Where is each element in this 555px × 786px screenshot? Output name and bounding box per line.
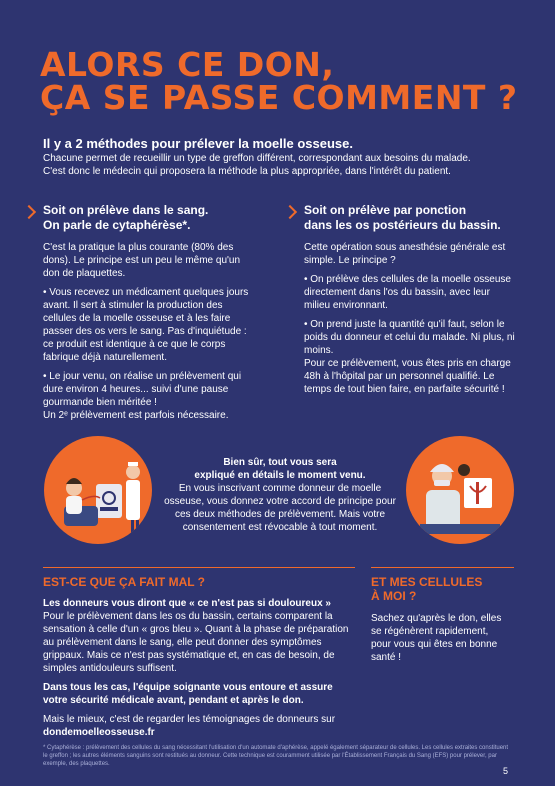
intro-line-1: Chacune permet de recueillir un type de greffon différent, correspondant aux besoins du malade.	[43, 153, 471, 164]
pain-bold-2: Dans tous les cas, l'équipe soignante vous entoure et assure votre sécurité médicale avant, pendant et après le don.	[43, 682, 333, 706]
method1-heading-line-2: On parle de cytaphérèse*.	[43, 218, 191, 232]
website-link[interactable]: dondemoelleosseuse.fr	[43, 727, 155, 738]
method2-heading	[304, 203, 534, 233]
divider-line	[371, 567, 514, 568]
cytapheresis-illustration	[44, 436, 152, 544]
pain-bold-1: Les donneurs vous diront que « ce n'est pas si douloureux »	[43, 598, 331, 609]
pain-section-title: EST-CE QUE ÇA FAIT MAL ?	[43, 575, 206, 589]
cells-section-body: Sachez qu'après le don, elles se régénèrent rapidement, pour vous qui êtes en bonne santé !	[371, 613, 502, 663]
method2-heading-line-1: Soit on prélève par ponction	[304, 203, 467, 217]
method1-paragraph: • Vous recevez un médicament quelques jours avant. Il sert à stimuler la production des cellules de la moelle osseuse et à les faire passer des os vers le sang. Pas d'inquiétude : ce produit est identique à ce que le corps fabrique déjà naturellement.	[43, 287, 249, 363]
bone-marrow-illustration	[406, 436, 514, 544]
method2-heading-line-2: dans les os postérieurs du bassin.	[304, 218, 501, 232]
explanation-bold-2: expliqué en détails le moment venu.	[194, 470, 366, 481]
method1-heading-line-1: Soit on prélève dans le sang.	[43, 203, 209, 217]
pain-text-2: Mais le mieux, c'est de regarder les témoignages de donneurs sur dondemoelleosseuse.fr	[43, 714, 336, 738]
method1-paragraph: Un 2ᵉ prélèvement est parfois nécessaire.	[43, 410, 229, 421]
method2-paragraph: Cette opération sous anesthésie générale est simple. Le principe ?	[304, 242, 506, 266]
method2-paragraph: Pour ce prélèvement, vous êtes pris en charge 48h à l'hôpital par un personnel qualifié. Le temps de tout bien faire, en parfaite sécurité !	[304, 358, 511, 395]
intro-text	[43, 152, 523, 178]
explanation-block	[160, 456, 400, 534]
chevron-right-icon	[283, 205, 297, 219]
method2-paragraph: • On prélève des cellules de la moelle osseuse directement dans l'os du bassin, avec leur milieu environnant.	[304, 274, 511, 311]
surgeon-xray-illustration	[406, 436, 514, 544]
title-line-1: ALORS CE DON,	[40, 45, 335, 84]
method1-text	[43, 241, 255, 428]
pain-text-1: Pour le prélèvement dans les os du bassin, certains comparent la sensation à celle d'un « gros bleu ». Quant à la phase de préparation au prélèvement dans le sang, elle peut donner des symptômes grippaux. Mais ce n'est pas systématique et, en cas de besoin, de simples antidouleurs suffisent.	[43, 611, 349, 674]
pain-section-body	[43, 597, 355, 739]
intro-heading: Il y a 2 méthodes pour prélever la moelle osseuse.	[43, 136, 353, 151]
cells-title-line-2: À MOI ?	[371, 589, 417, 603]
intro-line-2: C'est donc le médecin qui proposera la méthode la plus appropriée, dans l'intérêt du patient.	[43, 166, 451, 177]
explanation-text: En vous inscrivant comme donneur de moelle osseuse, vous donnez votre accord de principe pour ces deux méthodes de prélèvement. Mais votre consentement est révocable à tout moment.	[164, 483, 396, 533]
donor-machine-illustration	[44, 436, 152, 544]
page-number: 5	[503, 766, 509, 776]
title-line-2: ÇA SE PASSE COMMENT ?	[40, 78, 518, 117]
chevron-right-icon	[22, 205, 36, 219]
method1-heading	[43, 203, 258, 233]
footnote: * Cytaphérèse : prélèvement des cellules du sang nécessitant l'utilisation d'un automate d'aphérèse, appelé également séparateur de cellules. Les cellules extraites constituent le greffon ; les autres éléments sanguins sont restitués au donneur. Cette technique est couramment utilisée par l'Établissement Français du Sang (EFS) pour prélever, par exemple, des plaquettes.	[43, 745, 509, 767]
method1-paragraph: • Le jour venu, on réalise un prélèvement qui dure environ 4 heures... suivi d'une pause gourmande bien méritée !	[43, 371, 242, 408]
method2-text	[304, 241, 516, 402]
cells-title-line-1: ET MES CELLULES	[371, 575, 483, 589]
page-title	[40, 45, 540, 117]
method2-paragraph: • On prend juste la quantité qu'il faut, selon le poids du donneur et celui du malade. Ni plus, ni moins.	[304, 319, 515, 356]
method1-paragraph: C'est la pratique la plus courante (80% des dons). Le principe est un peu le même qu'un don de plaquettes.	[43, 242, 241, 279]
explanation-bold-1: Bien sûr, tout vous sera	[223, 457, 337, 468]
cells-section-title	[371, 575, 482, 603]
divider-line	[43, 567, 355, 568]
